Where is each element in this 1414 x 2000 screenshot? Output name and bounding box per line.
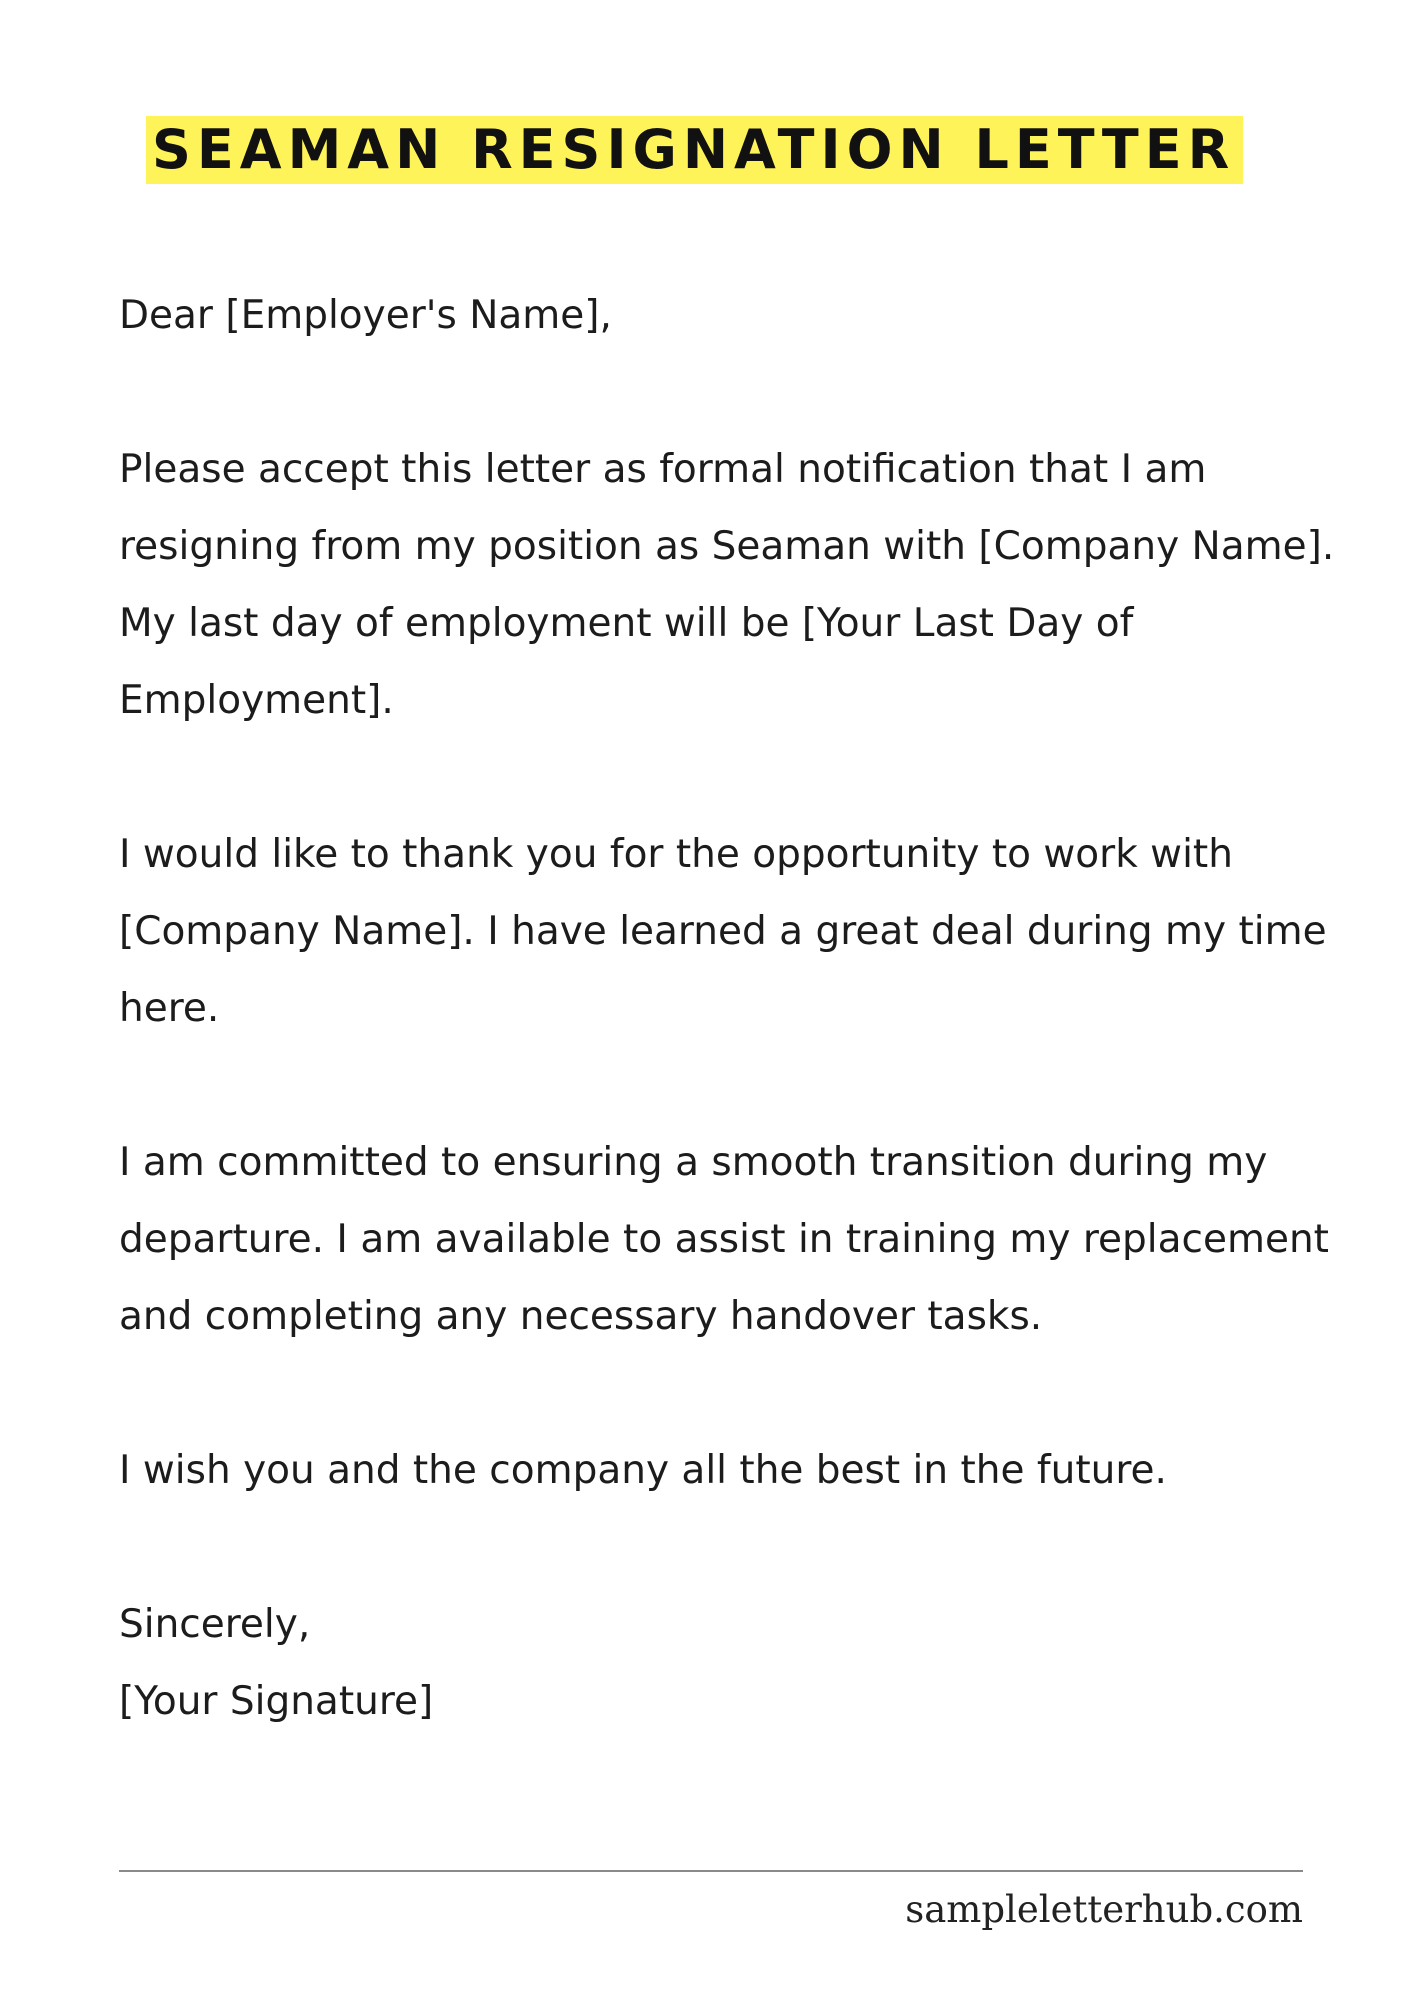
paragraph-notification: Please accept this letter as formal notification that I am resigning from my position as Seaman with [Company Name]. My last day of employment will be [Your Last Day of Employment]. <box>119 447 1335 723</box>
paragraph-thanks: I would like to thank you for the opportunity to work with [Company Name]. I have learned a great deal during my time here. <box>119 832 1327 1031</box>
closing: Sincerely, <box>119 1602 311 1647</box>
paragraph-wishes: I wish you and the company all the best in the future. <box>119 1448 1167 1493</box>
footer-divider <box>119 1870 1303 1872</box>
paragraph-transition: I am committed to ensuring a smooth transition during my departure. I am available to assist in training my replacement and completing any necessary handover tasks. <box>119 1140 1329 1339</box>
footer-website: sampleletterhub.com <box>905 1888 1303 1931</box>
page-title: SEAMAN RESIGNATION LETTER <box>152 118 1236 181</box>
letter-body <box>119 277 1359 1740</box>
signature-placeholder: [Your Signature] <box>119 1679 434 1724</box>
title-highlight <box>146 116 1243 184</box>
salutation: Dear [Employer's Name], <box>119 293 612 338</box>
